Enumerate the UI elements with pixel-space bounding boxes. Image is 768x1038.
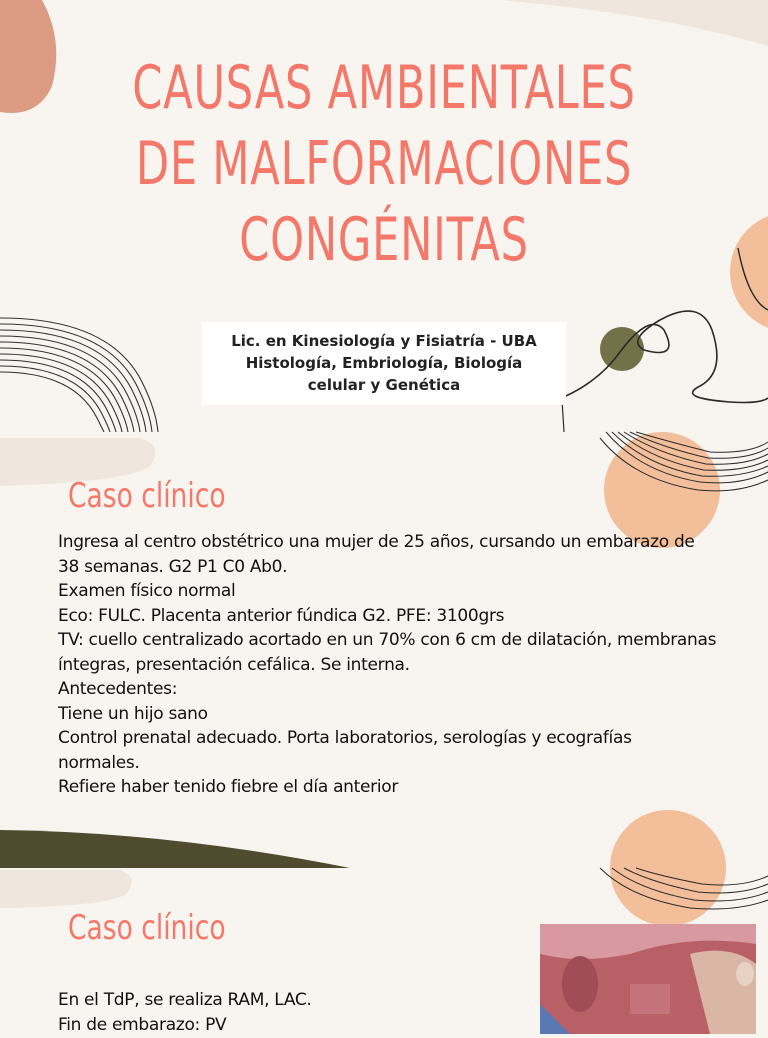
document-title	[108, 50, 661, 278]
case-heading: Caso clínico	[68, 476, 226, 516]
case-line: En el TdP, se realiza RAM, LAC.	[58, 990, 312, 1010]
case-line: TV: cuello centralizado acortado en un 70% con 6 cm de dilatación, membranas íntegras, presentación cefálica. Se interna.	[58, 630, 717, 675]
olive-wedge-shape	[0, 830, 350, 868]
clinical-photo-image	[540, 924, 756, 1034]
line-stack-shape	[0, 318, 158, 432]
case-line: Control prenatal adecuado. Porta laboratorios, serologías y ecografías normales.	[58, 728, 632, 773]
title-line: CAUSAS AMBIENTALES	[132, 53, 636, 123]
case-line: Examen físico normal	[58, 581, 236, 601]
cover-slide	[0, 0, 768, 432]
case-description	[58, 530, 718, 800]
info-line: Lic. en Kinesiología y Fisiatría - UBA	[231, 332, 537, 350]
case-line: Ingresa al centro obstétrico una mujer de 25 años, cursando un embarazo de 38 semanas. G2 P1 C0 Ab0.	[58, 532, 695, 577]
info-line: celular y Genética	[307, 376, 461, 394]
pale-pill-shape	[0, 870, 132, 908]
squiggle-line-shape	[566, 311, 768, 402]
case-slide-2	[0, 868, 768, 1035]
course-info-box	[202, 322, 566, 405]
clinical-photo	[540, 924, 756, 1034]
title-line: CONGÉNITAS	[239, 205, 529, 275]
case-line: Fin de embarazo: PV	[58, 1014, 227, 1035]
case-heading: Caso clínico	[68, 908, 226, 948]
case-line: Refiere haber tenido fiebre el día anterior	[58, 777, 399, 797]
pale-sweep-shape	[500, 0, 768, 46]
case-slide-1	[0, 432, 768, 868]
case-line: Antecedentes:	[58, 679, 178, 699]
terracotta-blob-shape	[0, 0, 56, 113]
case-line: Eco: FULC. Placenta anterior fúndica G2. PFE: 3100grs	[58, 605, 505, 626]
title-line: DE MALFORMACIONES	[135, 129, 633, 199]
peach-circle-shape	[730, 212, 768, 332]
info-line: Histología, Embriología, Biología	[245, 354, 523, 372]
case-line: Tiene un hijo sano	[58, 703, 208, 724]
